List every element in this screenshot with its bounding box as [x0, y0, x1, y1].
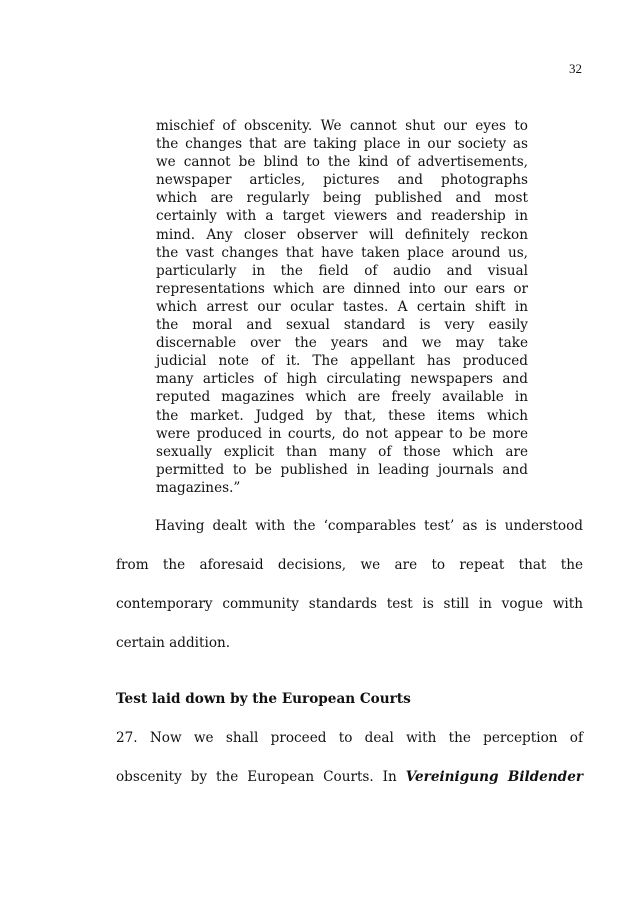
quote-line: which arrest our ocular tastes. A certain shift in — [156, 298, 528, 315]
paragraph-line — [116, 768, 583, 786]
quote-line: the moral and sexual standard is very easily — [156, 317, 528, 334]
quote-line: magazines.” — [156, 479, 241, 496]
quote-line: particularly in the field of audio and visual — [156, 262, 528, 279]
quote-line: newspaper articles, pictures and photographs — [156, 172, 528, 189]
quote-line: representations which are dinned into our ears or — [156, 280, 528, 297]
quote-line: certainly with a target viewers and readership in — [156, 208, 528, 225]
quote-line: we cannot be blind to the kind of advertisements, — [156, 154, 528, 171]
quote-line: mischief of obscenity. We cannot shut our eyes to — [156, 118, 528, 134]
section-heading: Test laid down by the European Courts — [116, 691, 411, 707]
paragraph-line: certain addition. — [116, 635, 231, 651]
quote-line: permitted to be published in leading journals and — [156, 461, 528, 478]
quote-line: the changes that are taking place in our society as — [156, 136, 528, 153]
quote-line: were produced in courts, do not appear to be more — [156, 425, 528, 442]
quote-line: many articles of high circulating newspapers and — [156, 371, 528, 388]
quote-line: the market. Judged by that, these items which — [156, 407, 528, 424]
paragraph-line: Having dealt with the ‘comparables test’ as is understood — [155, 518, 583, 534]
case-name: Vereinigung Bildender — [405, 769, 583, 785]
paragraph-line: 27. Now we shall proceed to deal with the perception of — [116, 730, 583, 746]
page-number: 32 — [569, 61, 582, 76]
quote-line: mind. Any closer observer will definitely reckon — [156, 226, 528, 243]
quote-line: the vast changes that have taken place around us, — [156, 244, 528, 261]
paragraph-line: from the aforesaid decisions, we are to repeat that the — [116, 557, 583, 573]
quote-line: discernable over the years and we may take — [156, 335, 528, 352]
quote-line: reputed magazines which are freely available in — [156, 389, 528, 406]
block-quote — [156, 117, 528, 497]
paragraph-line: contemporary community standards test is still in vogue with — [116, 596, 583, 612]
quote-line: which are regularly being published and most — [156, 190, 528, 207]
quote-line: judicial note of it. The appellant has produced — [156, 353, 528, 370]
quote-line: sexually explicit than many of those which are — [156, 443, 528, 460]
paragraph-text: obscenity by the European Courts. In — [116, 769, 406, 785]
